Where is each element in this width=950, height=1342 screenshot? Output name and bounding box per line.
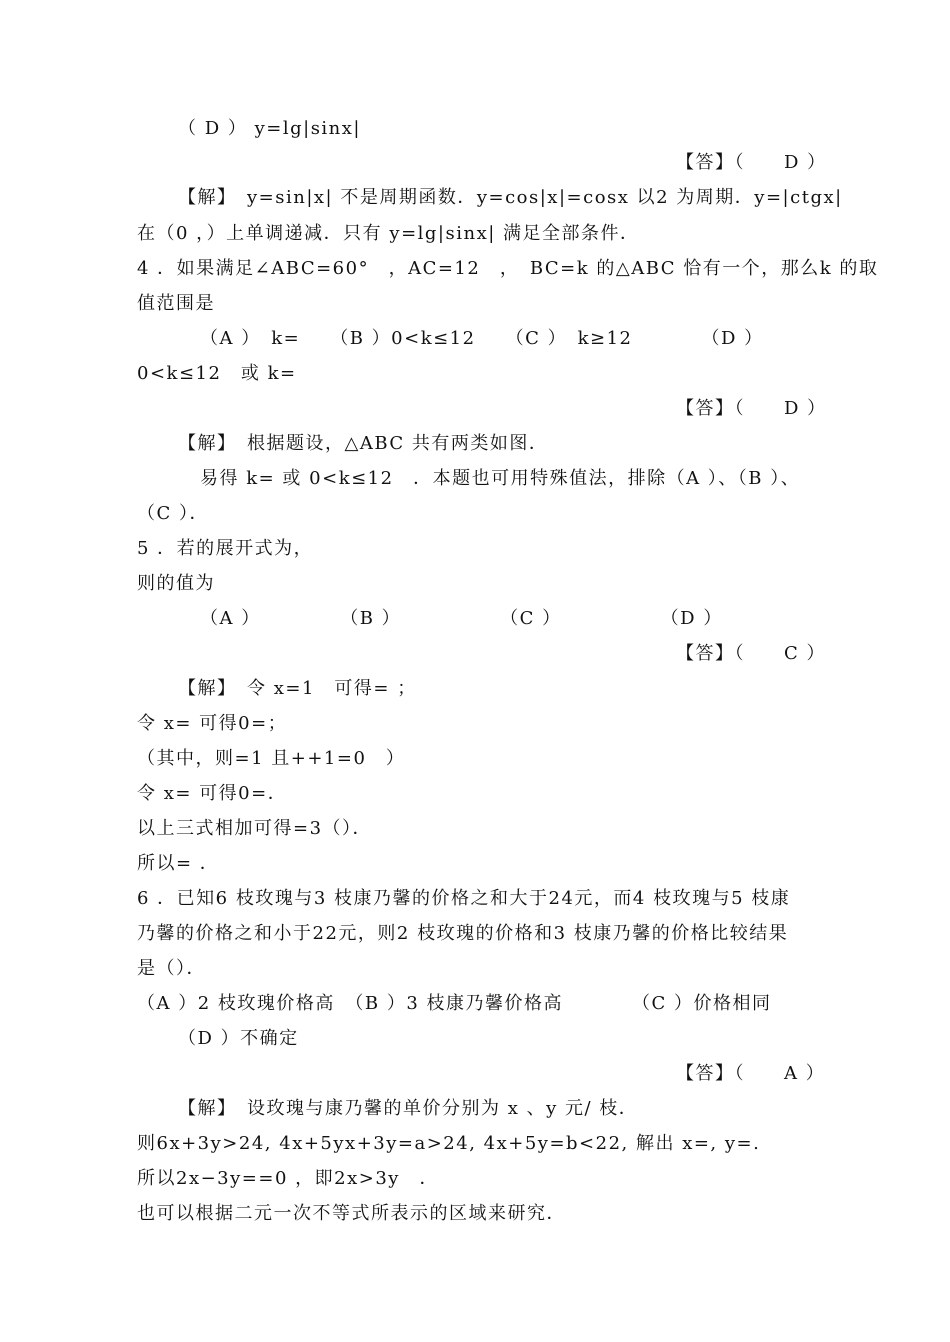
- solution-line: 【解】 设玫瑰与康乃馨的单价分别为 x 、y 元/ 枝．: [178, 1098, 639, 1119]
- solution-line: 令 x= 可得0=．: [137, 783, 288, 804]
- solution-line: 在（0 ，）上单调递减．只有 y=lg|sinx| 满足全部条件．: [137, 223, 640, 244]
- option-d-line: （ D ） y=lg|sinx|: [178, 118, 361, 139]
- question-4-options-cont: 0<k≤12 或 k=: [137, 363, 297, 384]
- question-6-cont: 是（）．: [137, 958, 206, 979]
- question-4: 4 ．如果满足∠ABC=60° ，AC=12 ， BC=k 的△ABC 恰有一个，那么k 的取: [137, 258, 879, 279]
- question-4-cont: 值范围是: [137, 293, 215, 314]
- answer-line: 【答】（ D ）: [676, 398, 827, 419]
- answer-line: 【答】（ D ）: [676, 152, 827, 173]
- solution-line: 则6x+3y>24, 4x+5yx+3y=a>24, 4x+5y=b<22, 解出 x=, y=.: [137, 1133, 761, 1154]
- solution-line: （其中，则=1 且++1=0 ）: [137, 748, 406, 769]
- question-4-options: （A ） k= （B ）0<k≤12 （C ） k≥12 （D ）: [200, 328, 764, 349]
- question-6-cont: 乃馨的价格之和小于22元，则2 枝玫瑰的价格和3 枝康乃馨的价格比较结果: [137, 923, 789, 944]
- question-6-options-cont: （D ）不确定: [178, 1028, 299, 1049]
- solution-line: 【解】 根据题设，△ABC 共有两类如图．: [178, 433, 549, 454]
- answer-line: 【答】（ A ）: [676, 1063, 826, 1084]
- solution-line: 【解】 y=sin|x| 不是周期函数．y=cos|x|=cosx 以2 为周期．y=|ctgx|: [178, 187, 843, 208]
- question-5: 5 ．若的展开式为，: [137, 538, 314, 559]
- question-6-options: （A ）2 枝玫瑰价格高 （B ）3 枝康乃馨价格高 （C ）价格相同: [137, 993, 772, 1014]
- question-5-options: （A ） （B ） （C ） （D ）: [200, 608, 723, 629]
- answer-line: 【答】（ C ）: [676, 643, 826, 664]
- solution-line: 易得 k= 或 0<k≤12 ．本题也可用特殊值法，排除（A ）、（B ）、: [200, 468, 801, 489]
- question-6: 6 ．已知6 枝玫瑰与3 枝康乃馨的价格之和大于24元，而4 枝玫瑰与5 枝康: [137, 888, 791, 909]
- solution-line: 令 x= 可得0=；: [137, 713, 288, 734]
- solution-line: 以上三式相加可得=3（）．: [137, 818, 373, 839]
- question-5-cont: 则的值为: [137, 573, 215, 594]
- solution-line: 所以= ．: [137, 853, 220, 874]
- solution-line: 所以2x−3y==0 ，即2x>3y ．: [137, 1168, 439, 1189]
- solution-line: 【解】 令 x=1 可得= ；: [178, 678, 417, 699]
- solution-line: （C ）．: [137, 503, 209, 524]
- solution-line: 也可以根据二元一次不等式所表示的区域来研究．: [137, 1203, 566, 1224]
